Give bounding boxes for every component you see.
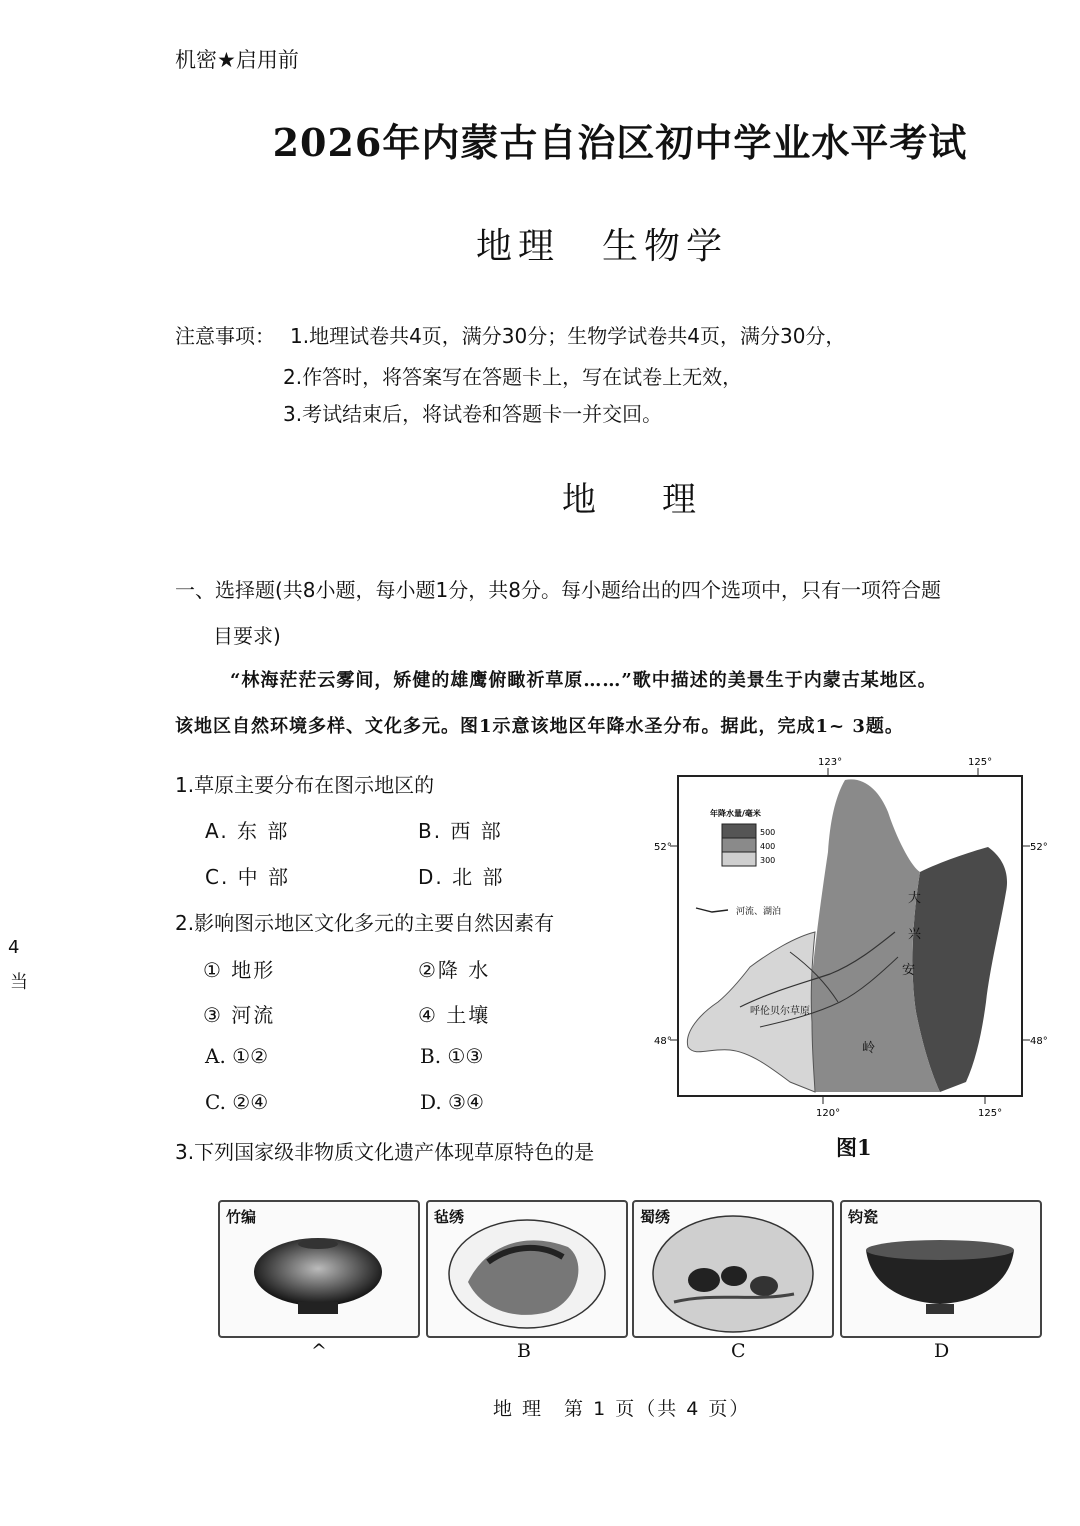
legend-value-1: 500 (760, 828, 776, 837)
legend-value-3: 300 (760, 856, 776, 865)
part1-heading: 一、选择题(共8小题，每小题1分，共8分。每小题给出的四个选项中，只有一项符合题 (175, 578, 941, 602)
image-c-label: 蜀绣 (640, 1208, 671, 1226)
legend-title: 年降水量/毫米 (710, 809, 761, 818)
q2-option-a: A. ①② (205, 1044, 269, 1068)
image-d-caption: D (934, 1340, 950, 1362)
question-3-stem: 3.下列国家级非物质文化遗产体现草原特色的是 (175, 1140, 595, 1164)
q2-item-3: ③ 河流 (203, 1003, 276, 1027)
lat-label-right-1: 52° (1030, 842, 1048, 853)
question-2-stem: 2.影响图示地区文化多元的主要自然因素有 (175, 911, 555, 935)
notice-item-1: 1.地理试卷共4页，满分30分；生物学试卷共4页，满分30分， (290, 324, 846, 348)
q2-item-4: ④ 土壤 (418, 1003, 491, 1027)
legend-swatch-1 (722, 824, 756, 838)
page-footer: 地 理 第 1 页（共 4 页） (493, 1398, 751, 1420)
option-image-c (632, 1200, 834, 1338)
lon-label-bottom-2: 125° (978, 1108, 1003, 1119)
shu-embroidery-image (634, 1202, 832, 1336)
precipitation-map (640, 752, 1070, 1122)
legend-swatch-2 (722, 838, 756, 852)
legend-swatch-3 (722, 852, 756, 866)
image-a-caption: ^ (311, 1340, 327, 1362)
river-legend-label: 河流、湖泊 (736, 907, 782, 917)
lat-label-left-2: 48° (654, 1036, 672, 1047)
lat-label-left-1: 52° (654, 842, 672, 853)
margin-mark-2: 当 (10, 972, 28, 993)
image-d-label: 钧瓷 (848, 1208, 879, 1226)
question-1-stem: 1.草原主要分布在图示地区的 (175, 773, 435, 797)
figure-caption: 图1 (836, 1135, 872, 1160)
q2-option-c: C. ②④ (205, 1090, 269, 1114)
passage-line-1: “林海茫茫云雾间，矫健的雄鹰俯瞰祈草原……”歌中描述的美景生于内蒙古某地区。 (230, 670, 937, 691)
mountain-label-1: 大 (908, 891, 922, 906)
image-a-label: 竹编 (226, 1208, 257, 1226)
option-image-b (426, 1200, 628, 1338)
q1-option-d: D. 北 部 (418, 865, 505, 889)
image-b-caption: B (517, 1340, 531, 1362)
image-c-caption: C (731, 1340, 746, 1362)
lat-label-right-2: 48° (1030, 1036, 1048, 1047)
exam-subtitle: 地理 生物学 (476, 226, 729, 267)
bamboo-vase-image (220, 1202, 418, 1336)
jun-porcelain-image (842, 1202, 1040, 1336)
q1-option-a: A. 东 部 (205, 819, 290, 843)
notice-item-2: 2.作答时，将答案写在答题卡上，写在试卷上无效， (283, 365, 743, 389)
grassland-label: 呼伦贝尔草原 (750, 1006, 810, 1017)
legend-value-2: 400 (760, 842, 776, 851)
q2-item-1: ① 地形 (203, 958, 276, 982)
section-title: 地 理 (562, 480, 712, 520)
lon-label-bottom-1: 120° (816, 1108, 841, 1119)
lon-label-top-1: 123° (818, 757, 843, 768)
q1-option-c: C. 中 部 (205, 865, 291, 889)
q1-option-b: B. 西 部 (418, 819, 503, 843)
passage-line-2: 该地区自然环境多样、文化多元。图1示意该地区年降水圣分布。据此，完成1~ 3题。 (175, 716, 904, 737)
notice-label: 注意事项： (175, 324, 275, 348)
q2-option-d: D. ③④ (420, 1090, 484, 1114)
lon-label-top-2: 125° (968, 757, 993, 768)
mountain-label-3: 安 (902, 963, 916, 978)
confidential-mark: 机密★启用前 (175, 48, 299, 72)
margin-mark-1: 4 (8, 937, 20, 958)
felt-embroidery-image (428, 1202, 626, 1336)
mountain-label-2: 兴 (908, 927, 922, 942)
image-b-label: 毡绣 (434, 1208, 465, 1226)
option-image-a (218, 1200, 420, 1338)
option-image-d (840, 1200, 1042, 1338)
mountain-label-4: 岭 (862, 1041, 876, 1056)
part1-heading-cont: 目要求) (213, 624, 281, 648)
q2-option-b: B. ①③ (420, 1044, 484, 1068)
q2-item-2: ②降 水 (418, 958, 491, 982)
notice-item-3: 3.考试结束后，将试卷和答题卡一并交回。 (283, 402, 663, 426)
exam-title: 2026年内蒙古自治区初中学业水平考试 (272, 120, 968, 165)
